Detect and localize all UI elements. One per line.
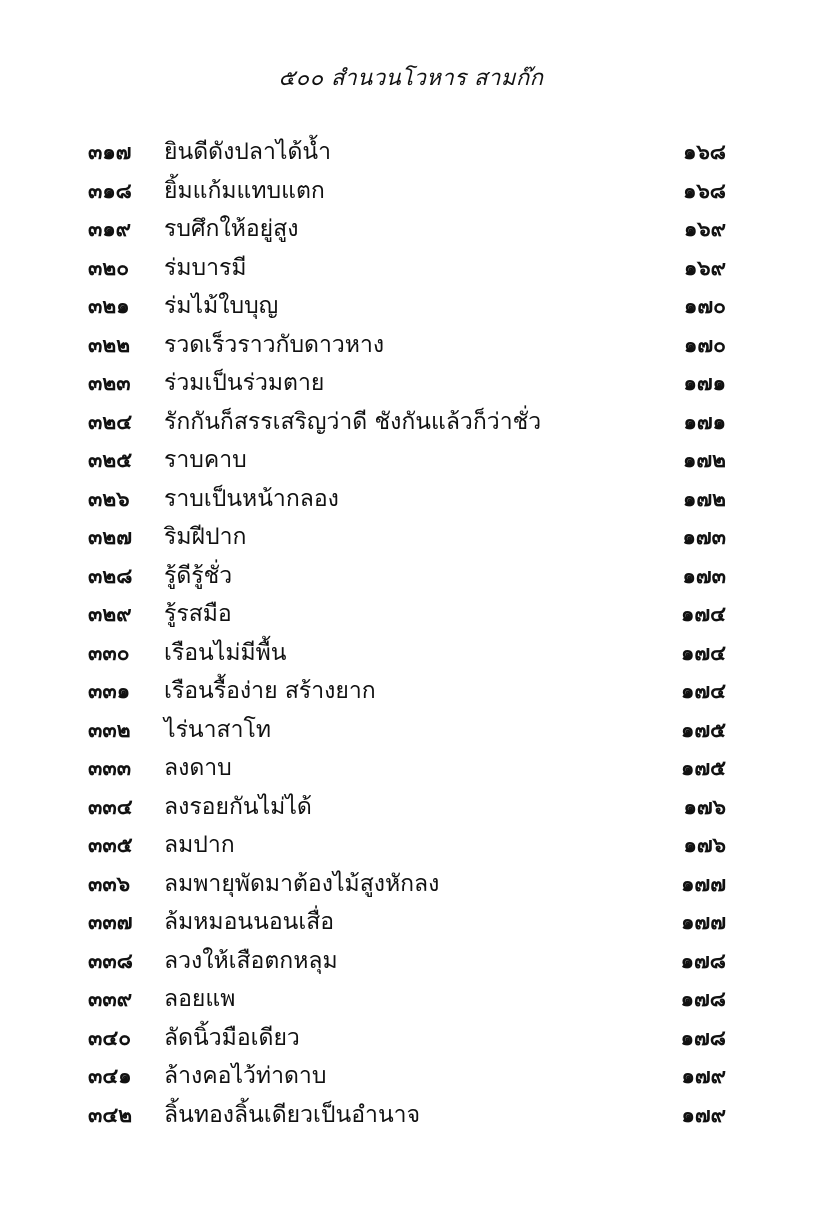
entry-page: ๑๗๕ [680,717,726,742]
entry-number: ๓๓๒ [88,717,131,742]
entry-page: ๑๖๘ [683,140,726,164]
toc-row [0,865,822,904]
entry-page: ๑๗๓ [682,525,726,549]
entry-page: ๑๗๙ [681,1102,726,1127]
toc-row [0,364,822,403]
toc-row [0,403,822,442]
table-of-contents [0,133,822,1134]
entry-number: ๓๑๙ [88,217,132,241]
entry-title: รักกันก็สรรเสริญว่าดี ชังกันแล้วก็ว่าชั่ว [164,408,542,435]
entry-page: ๑๗๒ [683,486,726,511]
toc-row [0,826,822,865]
entry-title: ลวงให้เสือตกหลุม [164,947,338,974]
entry-number: ๓๒๖ [88,486,130,511]
toc-row [0,287,822,326]
toc-row [0,326,822,365]
entry-title: รวดเร็วราวกับดาวหาง [164,331,385,358]
entry-title: ยิ้มแก้มแทบแตก [164,177,325,204]
entry-page: ๑๗๑ [683,371,726,395]
entry-title: ไร่นาสาโท [164,716,272,743]
entry-number: ๓๒๒ [88,332,131,357]
entry-number: ๓๒๙ [88,602,132,626]
entry-title: เรือนรื้อง่าย สร้างยาก [164,678,376,704]
entry-number: ๓๔๐ [88,1025,132,1050]
entry-number: ๓๒๗ [88,525,132,549]
entry-title: เรือนไม่มีพื้น [164,639,287,666]
entry-number: ๓๔๑ [88,1064,132,1088]
entry-page: ๑๗๔ [680,602,726,626]
entry-number: ๓๒๑ [88,294,130,318]
toc-row [0,1096,822,1135]
entry-page: ๑๗๙ [681,1064,726,1088]
entry-page: ๑๗๘ [680,948,726,973]
entry-number: ๓๑๗ [88,140,132,164]
entry-title: ล้างคอไว้ท่าดาบ [164,1063,327,1089]
entry-title: ยินดีดังปลาได้น้ำ [164,139,332,165]
entry-page: ๑๗๗ [681,871,726,896]
toc-row [0,441,822,480]
toc-row [0,210,822,249]
entry-title: ราบเป็นหน้ากลอง [164,485,339,512]
entry-number: ๓๒๓ [88,371,131,395]
entry-page: ๑๗๖ [683,833,726,857]
entry-number: ๓๓๓ [88,756,132,780]
entry-title: รบศึกให้อยู่สูง [164,216,299,242]
toc-row [0,249,822,288]
entry-title: ลงดาบ [164,755,232,781]
entry-number: ๓๓๔ [88,794,133,819]
toc-row [0,749,822,788]
entry-number: ๓๒๘ [88,563,133,588]
entry-page: ๑๗๗ [681,910,726,934]
toc-row [0,788,822,827]
entry-title: ลงรอยกันไม่ได้ [164,793,312,820]
entry-page: ๑๗๘ [680,987,726,1011]
toc-row [0,557,822,596]
entry-number: ๓๔๒ [88,1102,133,1127]
toc-row [0,1019,822,1058]
entry-number: ๓๓๐ [88,640,130,665]
entry-page: ๑๖๘ [683,178,726,203]
entry-title: ลิ้นทองลิ้นเดียวเป็นอำนาจ [164,1101,421,1128]
toc-row [0,942,822,981]
entry-title: ร่วมเป็นร่วมตาย [164,370,325,396]
entry-title: ราบคาบ [164,447,247,473]
entry-page: ๑๗๑ [683,409,726,434]
page-header: ๕๐๐ สำนวนโวหาร สามก๊ก [278,66,544,91]
toc-row [0,480,822,519]
entry-page: ๑๗๒ [683,448,726,472]
entry-title: ริมฝีปาก [164,524,247,550]
entry-title: ลัดนิ้วมือเดียว [164,1024,300,1051]
entry-number: ๓๓๕ [88,833,133,857]
entry-title: ลอยแพ [164,986,236,1012]
entry-title: ลมพายุพัดมาต้องไม้สูงหักลง [164,870,440,897]
entry-page: ๑๗๖ [683,794,726,819]
entry-number: ๓๓๖ [88,871,131,896]
entry-number: ๓๒๐ [88,255,130,280]
entry-page: ๑๗๘ [680,1025,726,1050]
entry-page: ๑๗๔ [680,640,726,665]
entry-number: ๓๓๗ [88,910,133,934]
toc-row [0,133,822,172]
toc-row [0,634,822,673]
toc-row [0,1057,822,1096]
entry-page: ๑๖๙ [683,255,726,280]
entry-page: ๑๗๓ [682,563,726,588]
entry-number: ๓๓๙ [88,987,133,1011]
entry-number: ๓๒๕ [88,448,133,472]
toc-row [0,672,822,711]
toc-row [0,172,822,211]
entry-title: รู้รสมือ [164,601,232,627]
entry-title: ร่มบารมี [164,254,247,281]
toc-row [0,711,822,750]
entry-page: ๑๗๐ [684,332,726,357]
toc-row [0,980,822,1019]
entry-number: ๓๑๘ [88,178,132,203]
entry-title: รู้ดีรู้ชั่ว [164,562,233,589]
entry-page: ๑๗๕ [680,756,726,780]
entry-number: ๓๒๔ [88,409,133,434]
entry-page: ๑๗๐ [684,294,726,318]
entry-title: ล้มหมอนนอนเสื่อ [164,909,335,935]
entry-page: ๑๗๔ [680,679,726,703]
toc-row [0,903,822,942]
entry-page: ๑๖๙ [683,217,726,241]
toc-row [0,595,822,634]
entry-title: ร่มไม้ใบบุญ [164,293,279,319]
entry-title: ลมปาก [164,832,235,858]
toc-row [0,518,822,557]
entry-number: ๓๓๘ [88,948,133,973]
entry-number: ๓๓๑ [88,679,131,703]
